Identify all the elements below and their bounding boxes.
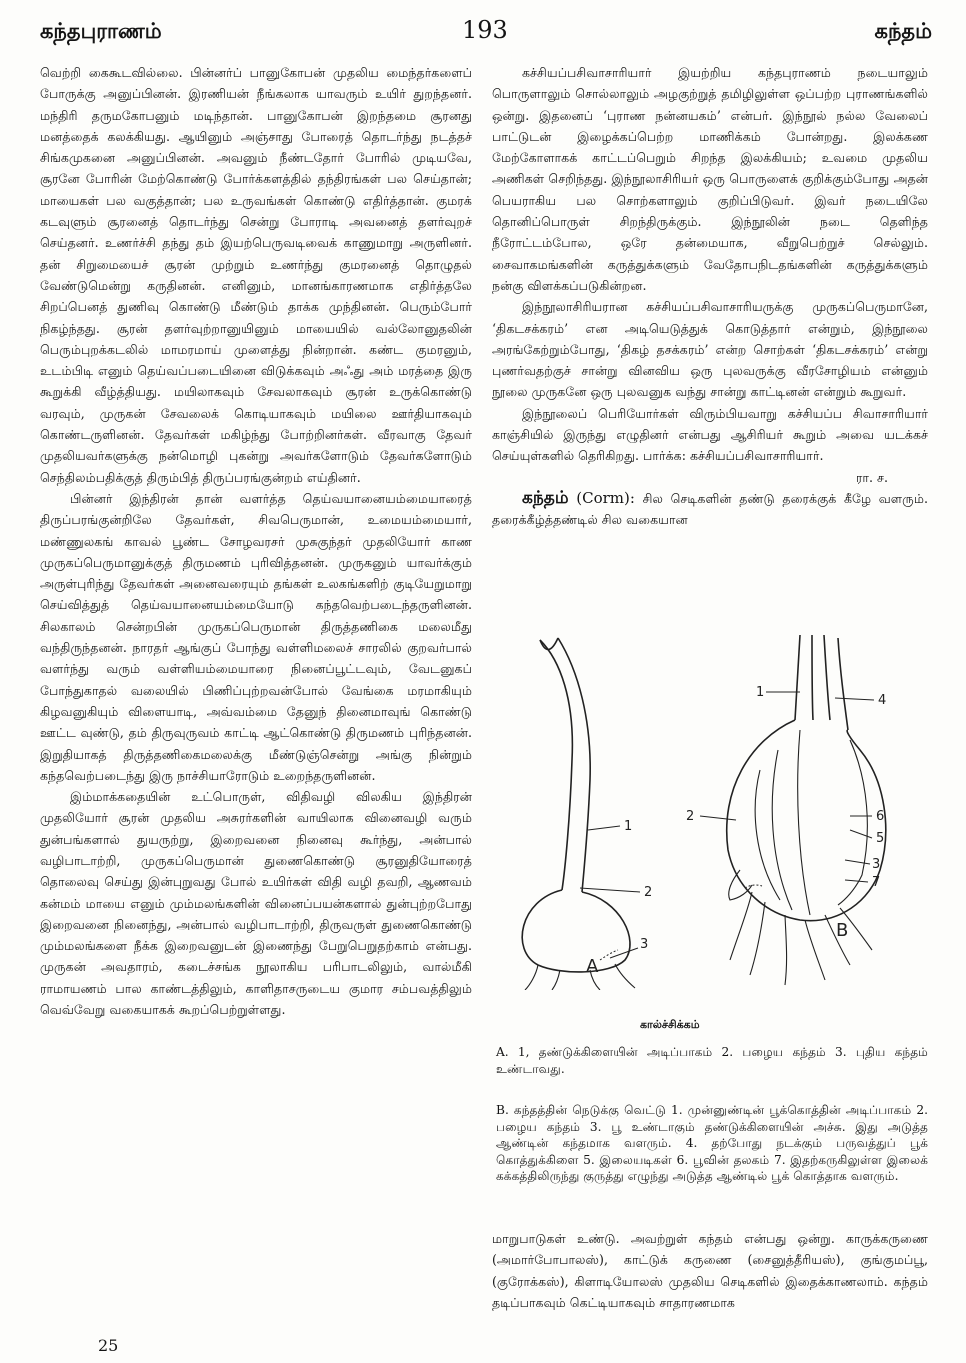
left-column <box>40 62 472 1020</box>
figure-b-label: 1 <box>756 685 765 700</box>
figure-caption-b: B. கந்தத்தின் நெடுக்கு வெட்டு 1. முன்னுண்டின் பூக்கொத்தின் அடிப்பாகம் 2. பழைய கந்தம் 3. பூ உண்டாகும் தண்டுக்கிளையின் அச்சு. இது அடுத்த ஆண்டின் கந்தமாக வளரும். 4. தற்போது நடக்கும் பருவத்துப் பூக் கொத்துக்கிளை 5. இலையடிகள் 6. பூவின் தலகம் 7. இதற்கருகிலுள்ள இலைக் கக்கத்திலிருந்து குருத்து எழுந்து அடுத்த ஆண்டில் பூக் கொத்தாக வளரும். <box>496 1103 928 1183</box>
page-number-bottom: 25 <box>98 1336 119 1355</box>
figure-title: கால்ச்சிக்கம் <box>640 1018 700 1031</box>
figure-b-label: 6 <box>876 809 885 824</box>
figure-a-label: 1 <box>624 819 633 834</box>
running-header-left: கந்தபுராணம் <box>40 18 162 43</box>
figure-b-drawing <box>700 635 886 985</box>
paragraph: பின்னர் இந்திரன் தான் வளர்த்த தெய்வயானையம்மையாரைத் திருப்பரங்குன்றிலே தேவர்கள், சிவபெருமான், உமையம்மையார், மண்ணுலகங் காவல் பூண்ட சோழவரசர் முசுகுந்தர் முதலியோர் காண முருகப்பெருமானுக்குத் திருமணம் புரிவித்தனன். முருகனும் யாவர்க்கும் அருள்புரிந்து தேவர்கள் அனைவரையும் தங்கள் உலகங்களிற் குடியேறுமாறு செய்வித்துத் தெய்வயானையம்மையோடு கந்தவெற்படைந்தருளினன். சிலகாலம் சென்றபின் முருகப்பெருமான் திருத்தணிகை மலைமீது வந்திருந்தனன். நாரதர் ஆங்குப் போந்து வள்ளிமலைச் சாரலில் குறவர்பால் வளர்ந்து வரும் வள்ளியம்மையாரை நினைப்பூட்டவும், வேடனுகப் போந்துகாதல் வலையில் பிணிப்புற்றவன்போல் வேங்கை மரமாகியும் கிழவனுகியும் விளையாடி, அவ்வம்மை தேனுந் தினைமாவுங் கொண்டு ஊட்ட வுண்டு, தம் திருவுருவம் காட்டி ஆட்கொண்டு திருமணம் புரிந்தனன். இறுதியாகத் திருத்தணிகைமலைக்கு மீண்டுஞ்சென்று அங்கு நின்றும் கந்தவெற்படைந்து இரு நாச்சியாரோடும் உறைந்தருளினன். <box>40 490 472 783</box>
figure-a-label: 2 <box>644 885 653 900</box>
paragraph: வெற்றி கைகூடவில்லை. பின்னர்ப் பானுகோபன் முதலிய மைந்தர்களைப் போருக்கு அனுப்பினன். இரணியன் நீங்கலாக யாவரும் உயிர் துறந்தனர். மந்திரி தருமகோபனும் மடிந்தான். பானுகோபன் இறந்தமை சூரனது மனத்தைக் கலக்கியது. ஆயினும் அஞ்சாது போரைத் தொடர்ந்து நடத்தச் சிங்கமுகனை அனுப்பினன். அவனும் நீண்டதோர் போரில் முடியவே, சூரனே போரின் மேற்கொண்டு போர்க்களத்தில் தந்திரங்கள் பல செய்தான்; மாயைகள் பல வகுத்தான்; பல உருவங்கள் கொண்டு எதிர்த்தான். குமரக் கடவுளும் சூரனைத் தொடர்ந்து சென்று போராடி அவனைத் தளர்வுறச் செய்தனர். உணர்ச்சி தந்து தம் இயற்பெருவடிவைக் காணுமாறு அருளினர். தன் சிறுமையைச் சூரன் முற்றும் உணர்ந்து குமரனைத் தொழுதல் வேண்டுமென்று கருதினன். எனினும், மானங்காரணமாக எதிர்த்தலே சிறப்பெனத் துணிவு கொண்டு மீண்டும் தாக்க முந்தினன். பெரும்போர் நிகழ்ந்தது. சூரன் தளர்வுற்றானுயினும் மாயையில் வல்லோனுதலின் பெரும்புறக்கடலில் மாமரமாய் முளைத்து நின்றான். கண்ட குமரனும், உடம்பிடி எனும் தெய்வப்படையினை விடுக்கவும் அஃது அம் மரத்தை இரு கூறுக்கி வீழ்த்தியது. மயிலாகவும் சேவலாகவும் சூரன் உருக்கொண்டு வரவும், முருகன் சேவலைக் கொடியாகவும் மயிலை ஊர்தியாகவும் கொண்டருளினன். தேவர்கள் மகிழ்ந்து போற்றினர்கள். வீரவாகு தேவர் முதலியவர்களுக்கு நன்மொழி புகன்று அவர்களோடும் தேவர்களோடும் செந்திலம்பதிக்குத் திரும்பித் திருப்பரங்குன்றம் எய்தினர். <box>40 65 473 485</box>
entry-term: கந்தம் <box>522 487 569 508</box>
figure-a-drawing <box>522 638 640 990</box>
paragraph: கச்சியப்பசிவாசாரியார் இயற்றிய கந்தபுராணம் நடையாலும் பொருளாலும் சொல்லாலும் அழகுற்றுத் தமிழிலுள்ள ஒப்பற்ற புராணங்களில் ஒன்று. இதனைப் ‘புராண நன்னயகம்’ என்பர். இந்நூல் நல்ல வேலைப் பாட்டுடன் இழைக்கப்பெற்ற மாணிக்கம் போன்றது. இலக்கண மேற்கோளாகக் காட்டப்பெறும் சிறந்த இலக்கியம்; உவமை முதலிய அணிகள் செறிந்தது. இந்நூலாசிரியர் ஒரு பொருளைக் குறிக்கும்போது அதன் பெயராகிய பல சொற்களாலும் குறிப்பிடுவர். இவர் நடையிலே தொனிப்பொருள் சிறந்திருக்கும். இந்நூலின் நடை தெளிந்த நீரோட்டம்போல, ஒரே தன்மையாக, வீறுபெற்றுச் செல்லும். சைவாகமங்களின் கருத்துக்களும் வேதோபநிடதங்களின் கருத்துக்களும் நன்கு விளக்கப்படுகின்றன. <box>492 65 928 293</box>
page-number-top: 193 <box>462 16 508 44</box>
figure-b-label: 3 <box>872 857 881 872</box>
right-column <box>492 62 928 531</box>
figure-a-label: 3 <box>640 937 649 952</box>
entry-body: சில செடிகளின் தண்டு தரைக்குக் கீழே வளரும். தரைக்கீழ்த்தண்டில் சில வகையான <box>492 490 928 528</box>
corm-illustration <box>500 630 930 990</box>
figure-b-letter: B <box>836 920 849 941</box>
figure-b-label: 4 <box>878 693 887 708</box>
figure-b-label: 5 <box>876 831 885 846</box>
author-signature: ரா. ச. <box>855 469 888 485</box>
figure-caption-a: A. 1, தண்டுக்கிளையின் அடிப்பாகம் 2. பழைய கந்தம் 3. புதிய கந்தம் உண்டாவது. <box>496 1045 928 1076</box>
paragraph: இம்மாக்கதையின் உட்பொருள், விதிவழி விலகிய இந்திரன் முதலியோர் சூரன் முதலிய அசுரர்களின் வாயிலாக வினைவழி வரும் துன்பங்களால் துயருற்று, இறைவனை நினைவு கூர்ந்து, அன்பால் வழிபாடாற்றி, முருகப்பெருமான் துணைகொண்டு சூரனுதியோரைத் தொலைவு செய்து இன்புறுவது போல் உயிர்கள் விதி வழி தவறி, ஆணவம் கன்மம் மாயை எனும் மும்மலங்களின் வினைப்பயன்களால் துன்புற்றபோது இறைவனை நினைந்து, அன்பால் வழிபாடாற்றி, திருவருள் துணைகொண்டு மும்மலங்களை நீக்க இறைவனுடன் இணைந்து பேறுபெறுதற்காம் என்பது. முருகன் அவதாரம், கடைச்சங்க நூலாகிய பரிபாடலிலும், வால்மீகி ராமாயணம் பால காண்டத்திலும், காளிதாசருடைய குமார சம்பவத்திலும் வெவ்வேறு வகையாகக் கூறப்பெற்றுள்ளது. <box>40 789 472 1018</box>
right-column-continuation: மாறுபாடுகள் உண்டு. அவற்றுள் கந்தம் என்பது ஒன்று. காருக்கருணை (அமார்போபாலஸ்), காட்டுக் கருணை (சைனுத்தீரியஸ்), குங்குமப்பூ, (குரோக்கஸ்), கிளாடியோலஸ் முதலிய செடிகளில் இதைக்காணலாம். கந்தம் தடிப்பாகவும் கெட்டியாகவும் சாதாரணமாக <box>492 1231 928 1310</box>
figure-b-label: 7 <box>872 875 881 890</box>
paragraph: இந்நூலைப் பெரியோர்கள் விரும்பியவாறு கச்சியப்ப சிவாசாரியார் காஞ்சியில் இருந்து எழுதினர் என்பது ஆசிரியர் கூறும் அவை யடக்கச் செய்யுள்களில் தெரிகிறது. பார்க்க: கச்சியப்பசிவாசாரியார். <box>492 405 928 464</box>
figure-b-label: 2 <box>686 809 695 824</box>
figure-a-letter: A <box>586 956 599 977</box>
running-header-right: கந்தம் <box>874 18 932 43</box>
entry-latin: (Corm): <box>576 488 635 507</box>
paragraph: இந்நூலாசிரியரான கச்சியப்பசிவாசாரியருக்கு முருகப்பெருமானே, ‘திகடசக்கரம்’ என அடியெடுத்துக் கொடுத்தார் என்றும், இந்நூலை அரங்கேற்றும்போது, ‘திகழ் தசக்கரம்’ என்ற சொற்கள் ‘திகடசக்கரம்’ என்று புணர்வதற்குச் சான்று வினவிய ஒரு புலவருக்கு வீரசோழியம் என்னும் நூலை முருகனே ஒரு புலவனுக வந்து சான்று காட்டினன் என்றும் கூறுவர். <box>492 299 928 400</box>
entry-paragraph <box>492 488 928 531</box>
